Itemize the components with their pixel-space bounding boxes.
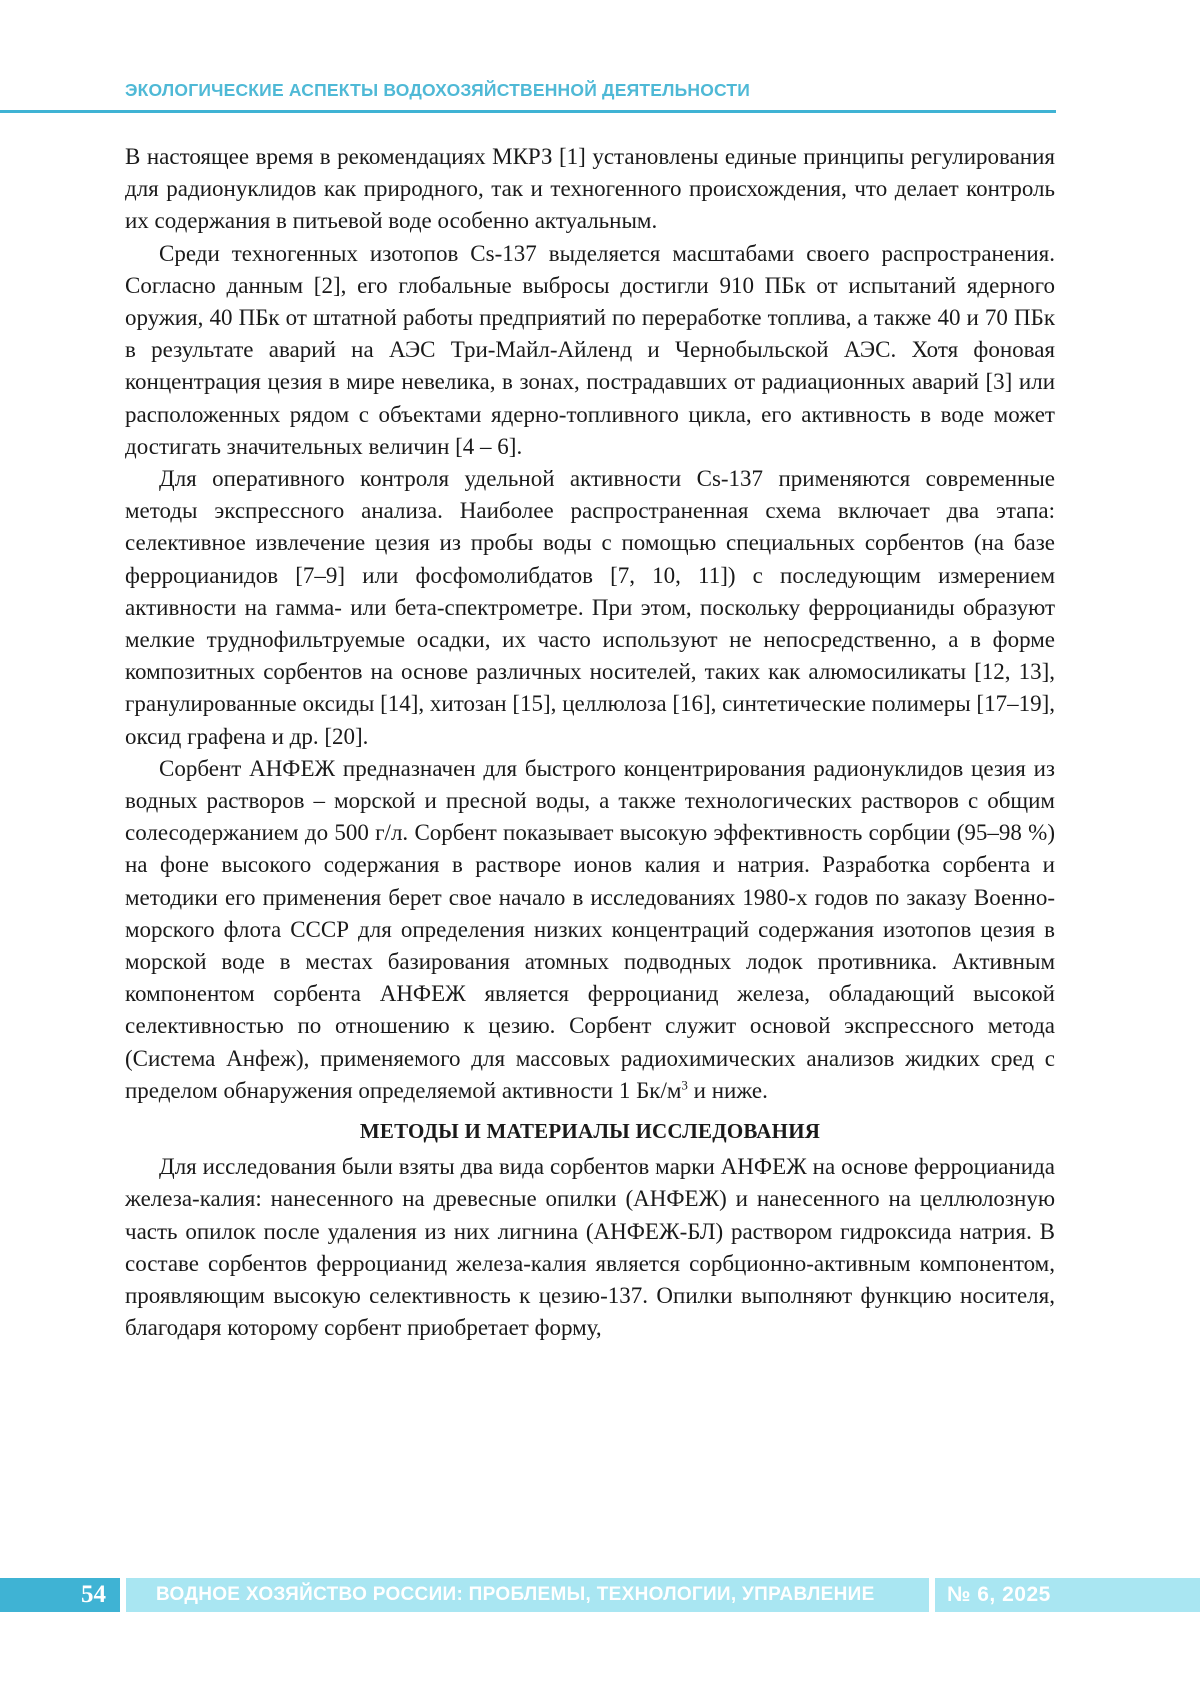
article-body — [125, 141, 1055, 1344]
superscript-cubed: 3 — [681, 1077, 688, 1093]
page-footer — [0, 1578, 1200, 1612]
page-number: 54 — [0, 1578, 120, 1612]
paragraph-anfezh-tail: и ниже. — [687, 1077, 768, 1103]
section-heading-methods: МЕТОДЫ И МАТЕРИАЛЫ ИССЛЕДОВАНИЯ — [359, 1119, 821, 1144]
paragraph-cs137-sources: Среди техногенных изотопов Cs-137 выделяется масштабами своего распространения. Согласно данным [2], его глобальные выбросы достигли 910 ПБк от испытаний ядерного оружия, 40 ПБк от штатной работы предприятий по переработке топлива, а также 40 и 70 ПБк в результате аварий на АЭС Три-Майл-Айленд и Чернобыльской АЭС. Хотя фоновая концентрация цезия в мире невелика, в зонах, пострадавших от радиационных аварий [3] или расположенных рядом с объектами ядерно-топливного цикла, его активность в воде может достигать значительных величин [4 – 6]. — [125, 240, 1055, 459]
paragraph-intro: В настоящее время в рекомендациях МКРЗ [1] установлены единые принципы регулирования для радионуклидов как природного, так и техногенного происхождения, что делает контроль их содержания в питьевой воде особенно актуальным. — [125, 144, 1055, 234]
header-rule — [0, 110, 1056, 113]
paragraph-express-analysis: Для оперативного контроля удельной активности Cs-137 применяются современные методы экспрессного анализа. Наиболее распространенная схема включает два этапа: селективное извлечение цезия из пробы воды с помощью специальных сорбентов (на базе ферроцианидов [7–9] или фосфомолибдатов [7, 10, 11]) с последующим измерением активности на гамма- или бета-спектрометре. При этом, поскольку ферроцианиды образуют мелкие труднофильтруемые осадки, их часто используют не непосредственно, а в форме композитных сорбентов на основе различных носителей, таких как алюмосиликаты [12, 13], гранулированные оксиды [14], хитозан [15], целлюлоза [16], синтетические полимеры [17–19], оксид графена и др. [20]. — [125, 466, 1055, 749]
paragraph-anfezh-sorbent — [125, 753, 1055, 1107]
paragraph-anfezh-text: Сорбент АНФЕЖ предназначен для быстрого концентрирования радионуклидов цезия из водных растворов – морской и пресной воды, а также технологических растворов с общим солесодержанием до 500 г/л. Сорбент показывает высокую эффективность сорбции (95–98 %) на фоне высокого содержания в растворе ионов калия и натрия. Разработка сорбента и методики его применения берет свое начало в исследованиях 1980-х годов по заказу Военно-морского флота СССР для определения низких концентраций содержания изотопов цезия в морской воде в местах базирования атомных подводных лодок противника. Активным компонентом сорбента АНФЕЖ является ферроцианид железа, обладающий высокой селективностью по отношению к цезию. Сорбент служит основой экспрессного метода (Система Анфеж), применяемого для массовых радиохимических анализов жидких сред с пределом обнаружения определяемой активности 1 Бк/м — [125, 755, 1055, 1103]
journal-title: ВОДНОЕ ХОЗЯЙСТВО РОССИИ: ПРОБЛЕМЫ, ТЕХНОЛОГИИ, УПРАВЛЕНИЕ — [126, 1578, 929, 1612]
paragraph-methods: Для исследования были взяты два вида сорбентов марки АНФЕЖ на основе ферроцианида железа-калия: нанесенного на древесные опилки (АНФЕЖ) и нанесенного на целлюлозную часть опилок после удаления из них лигнина (АНФЕЖ-БЛ) раствором гидроксида натрия. В составе сорбентов ферроцианид железа-калия является сорбционно-активным компонентом, проявляющим высокую селективность к цезию-137. Опилки выполняют функцию носителя, благодаря которому сорбент приобретает форму, — [125, 1154, 1055, 1341]
issue-number: № 6, 2025 — [935, 1578, 1200, 1612]
running-header: ЭКОЛОГИЧЕСКИЕ АСПЕКТЫ ВОДОХОЗЯЙСТВЕННОЙ ДЕЯТЕЛЬНОСТИ — [125, 80, 751, 100]
